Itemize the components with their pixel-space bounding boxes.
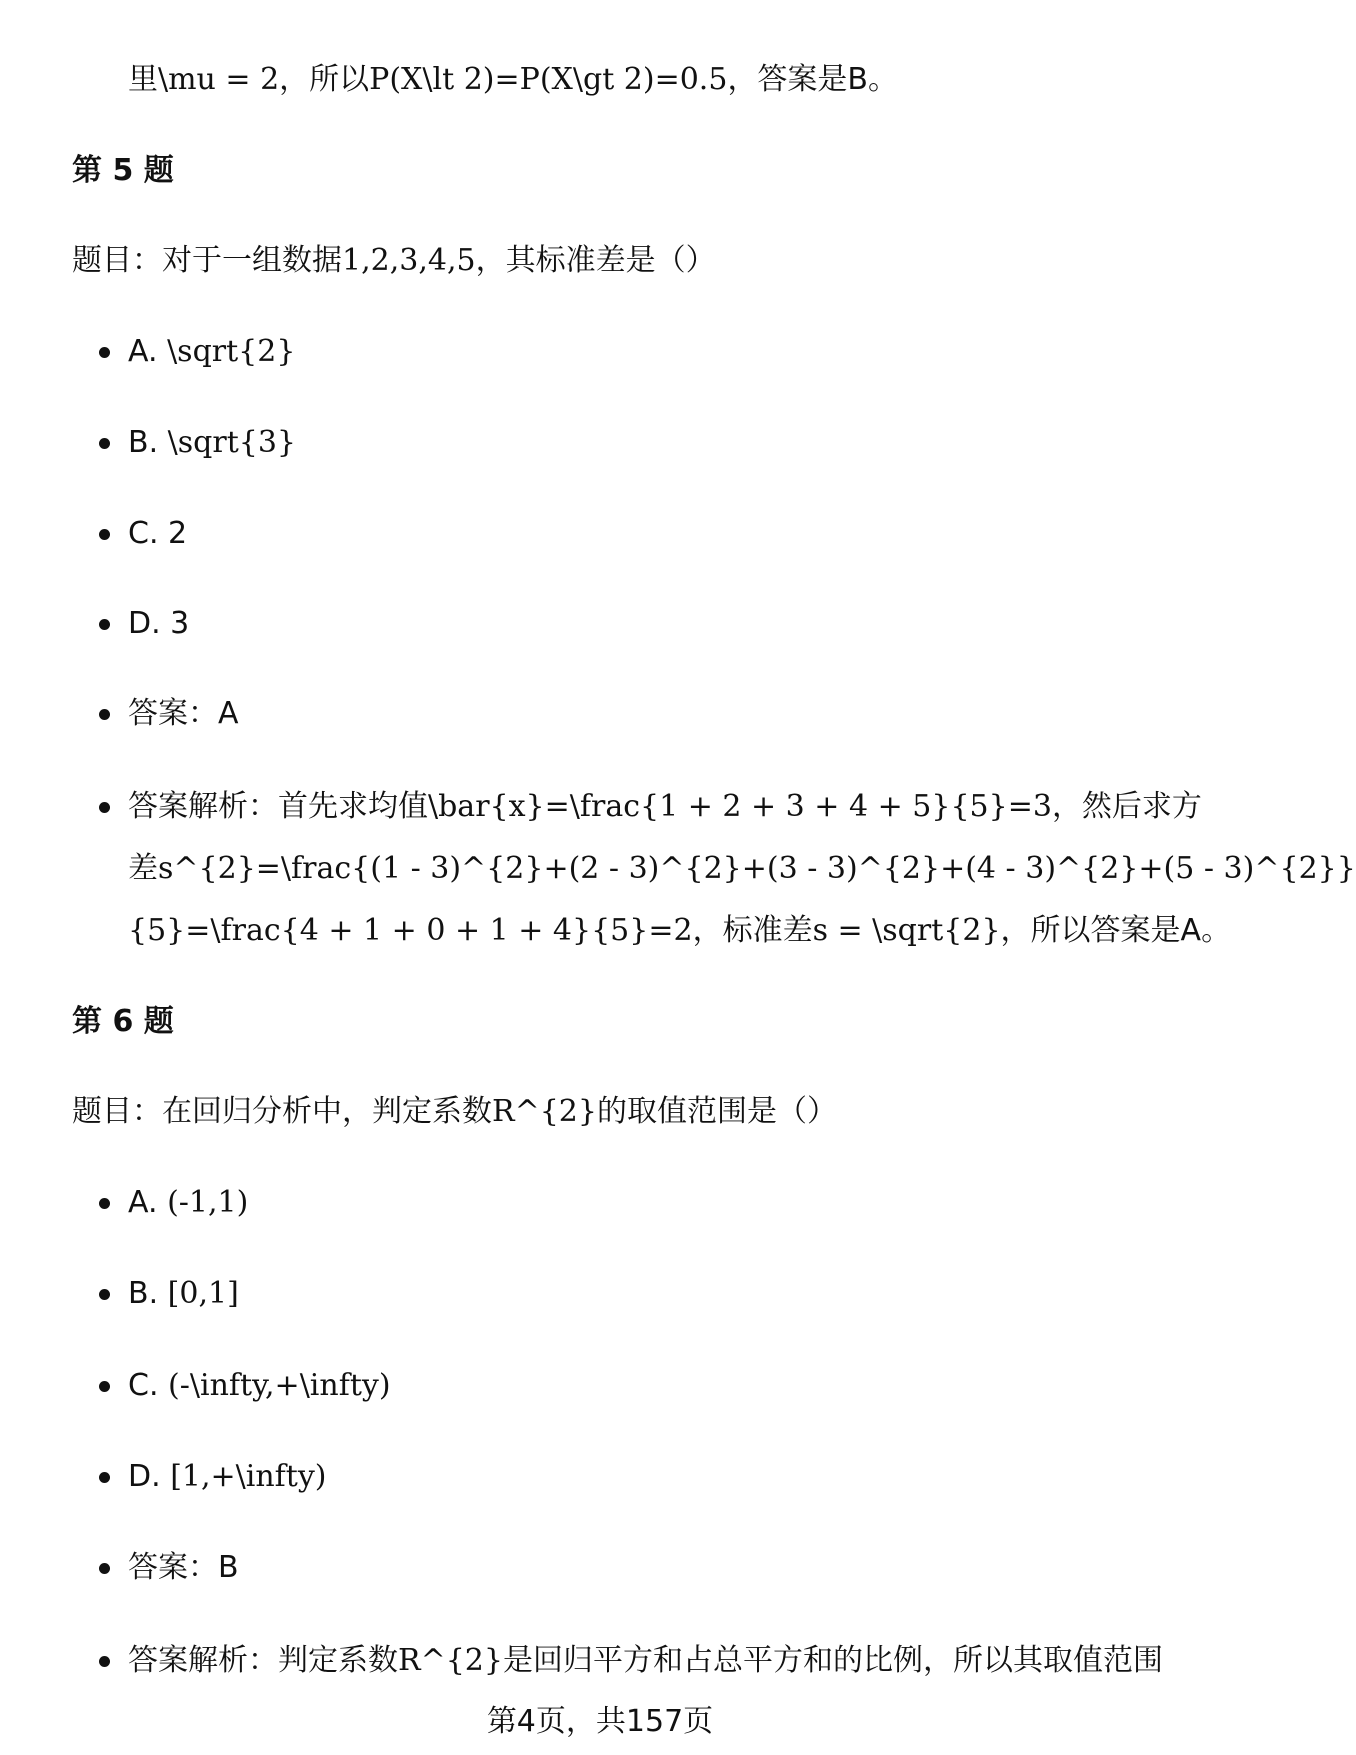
q5-answer: 答案：A: [128, 694, 239, 734]
q5-option-d: D. 3: [128, 604, 189, 644]
q6-option-c: C. (-\infty,+\infty): [128, 1366, 391, 1406]
prev-answer-tail: 里\mu = 2，所以P(X\lt 2)=P(X\gt 2)=0.5，答案是B。: [128, 62, 899, 97]
q5-option-b: B. \sqrt{3}: [128, 423, 296, 463]
q6-explanation: 答案解析：判定系数R^{2}是回归平方和占总平方和的比例，所以其取值范围: [128, 1641, 1163, 1681]
question-6-heading: 第 6 题: [72, 1004, 174, 1039]
q5-option-c: C. 2: [128, 514, 187, 554]
q5-explanation: 答案解析：首先求均值\bar{x}=\frac{1 + 2 + 3 + 4 + 5}{5}=3，然后求方: [128, 787, 1202, 827]
question-5-heading: 第 5 题: [72, 153, 174, 188]
q6-option-b: B. [0,1]: [128, 1274, 239, 1314]
q6-option-d: D. [1,+\infty): [128, 1457, 327, 1497]
q5-explanation-line-2: 差s^{2}=\frac{(1 - 3)^{2}+(2 - 3)^{2}+(3 - 3)^{2}+(4 - 3)^{2}+(5 - 3)^{2}}: [128, 851, 1356, 886]
page-footer: 第4页，共157页: [486, 1704, 714, 1739]
q6-option-a: A. (-1,1): [128, 1183, 248, 1223]
question-6-stem: 题目：在回归分析中，判定系数R^{2}的取值范围是（）: [72, 1094, 837, 1129]
q5-explanation-line-3: {5}=\frac{4 + 1 + 0 + 1 + 4}{5}=2，标准差s = \sqrt{2}，所以答案是A。: [128, 913, 1232, 948]
q5-option-a: A. \sqrt{2}: [128, 332, 295, 372]
q6-answer: 答案：B: [128, 1548, 239, 1588]
question-5-stem: 题目：对于一组数据1,2,3,4,5，其标准差是（）: [72, 243, 716, 278]
